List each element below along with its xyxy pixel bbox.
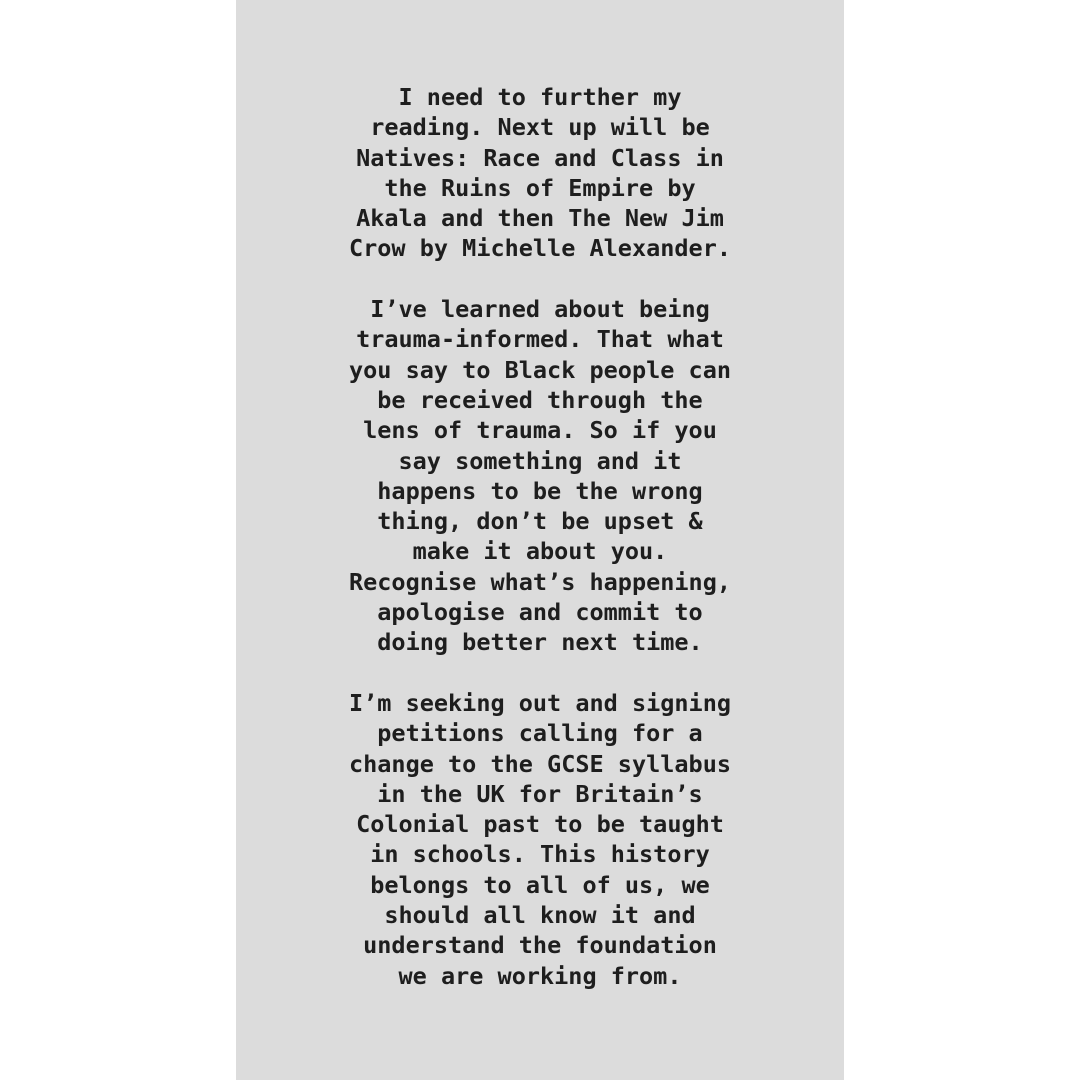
text-line: Crow by Michelle Alexander.: [348, 234, 731, 263]
text-line: lens of trauma. So if you: [363, 416, 717, 445]
paragraph-petitions: [236, 688, 844, 991]
text-line: understand the foundation: [363, 931, 717, 960]
text-line: I need to further my: [398, 83, 682, 111]
text-line: petitions calling for a: [377, 719, 703, 748]
text-line: trauma-informed. That what: [356, 325, 724, 354]
text-line: doing better next time.: [377, 628, 703, 657]
text-line: reading. Next up will be: [370, 113, 710, 142]
text-line: in schools. This history: [370, 840, 710, 869]
paragraph-reading: [236, 82, 844, 264]
story-text: [236, 82, 844, 991]
text-line: Akala and then The New Jim: [356, 204, 724, 233]
paragraph-trauma-informed: [236, 294, 844, 658]
text-line: belongs to all of us, we: [370, 870, 710, 899]
text-line: thing, don’t be upset &: [377, 507, 703, 536]
story-card: [236, 0, 844, 1080]
text-line: happens to be the wrong: [377, 476, 703, 505]
text-line: we are working from.: [398, 961, 682, 990]
text-line: make it about you.: [412, 537, 668, 566]
text-line: I’ve learned about being: [370, 295, 710, 324]
text-line: I’m seeking out and signing: [348, 688, 731, 717]
text-line: in the UK for Britain’s: [377, 779, 703, 808]
paragraph-spacer: [236, 658, 844, 688]
text-line: the Ruins of Empire by: [384, 173, 696, 202]
text-line: Recognise what’s happening,: [348, 567, 731, 596]
text-line: should all know it and: [384, 901, 696, 930]
text-line: say something and it: [398, 446, 682, 475]
text-line: Colonial past to be taught: [356, 810, 724, 839]
text-line: apologise and commit to: [377, 598, 703, 627]
text-line: change to the GCSE syllabus: [348, 749, 731, 778]
text-line: be received through the: [377, 385, 703, 414]
text-line: Natives: Race and Class in: [356, 143, 724, 172]
text-line: you say to Black people can: [348, 355, 731, 384]
paragraph-spacer: [236, 264, 844, 294]
